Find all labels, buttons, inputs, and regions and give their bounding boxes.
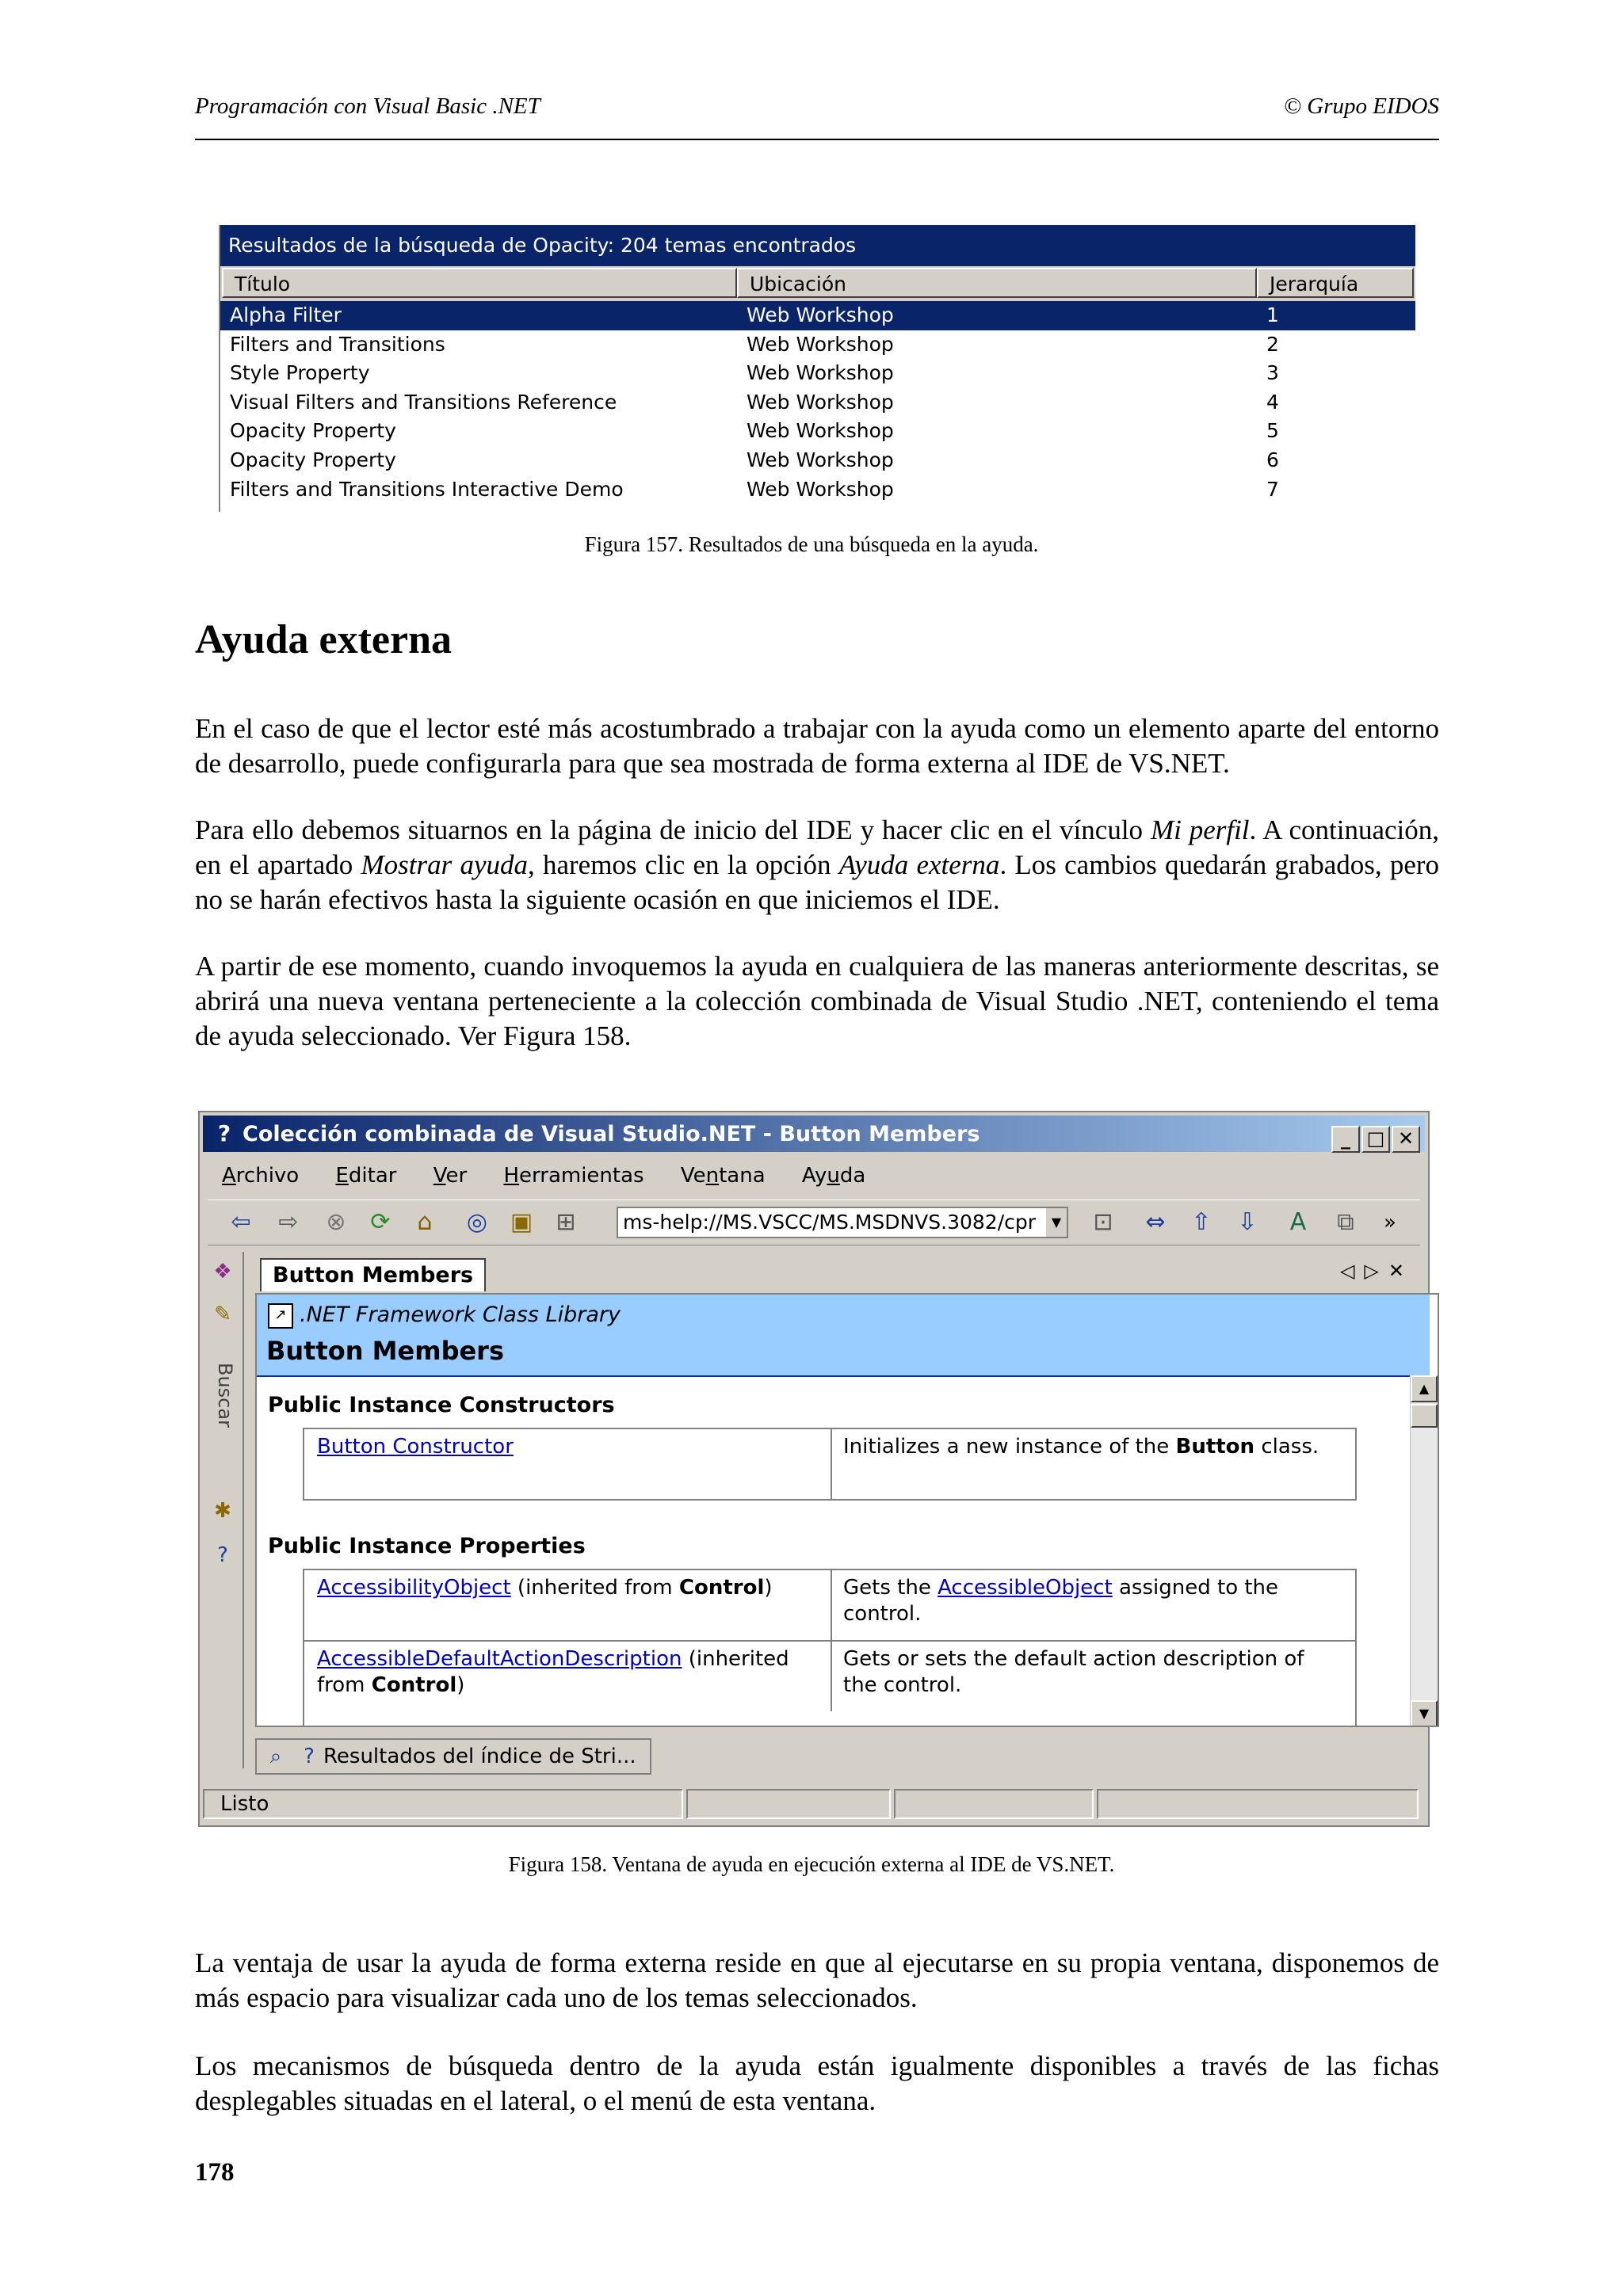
results-column-headers [220,266,1415,301]
menu-access-key: n [705,1164,720,1188]
table-row [304,1570,1355,1642]
result-rank: 1 [1266,303,1279,326]
result-location: Web Workshop [747,390,894,414]
tab-close-icon[interactable]: ✕ [1388,1260,1414,1282]
accessible-default-action-link[interactable]: AccessibleDefaultActionDescription [317,1647,682,1671]
minimize-button[interactable]: _ [1331,1126,1360,1153]
window-title: Colección combinada de Visual Studio.NET - Button Members [242,1122,980,1146]
inherited-text: (inherited from [317,1647,789,1697]
properties-heading: Public Instance Properties [268,1534,586,1558]
url-text: ms-help://MS.VSCC/MS.MSDNVS.3082/cpr [623,1211,1037,1234]
member-description-cell [843,1575,1342,1627]
table-row [304,1429,1355,1499]
library-title: .NET Framework Class Library [300,1302,621,1327]
menu-ayuda[interactable]: Ayuda [801,1164,866,1188]
url-address-field[interactable] [617,1207,1068,1238]
result-rank: 6 [1266,448,1279,471]
member-name-cell [317,1575,808,1601]
description-text: Initializes a new instance of the [843,1435,1176,1459]
result-row[interactable] [220,446,1415,475]
menu-access-key: H [503,1164,520,1188]
constructors-table [303,1428,1357,1501]
result-location: Web Workshop [747,419,894,443]
dynamic-help-icon[interactable]: ? [217,1543,228,1567]
search-results-title: Resultados de la búsqueda de Opacity: 204 temas encontrados [220,225,1415,266]
result-rank: 7 [1266,477,1279,501]
index-results-label: Resultados del índice de Stri... [323,1745,636,1768]
member-name-cell [317,1646,808,1699]
result-title: Style Property [230,361,370,385]
description-text: assigned to the control. [843,1576,1279,1626]
status-pane [686,1789,891,1819]
table-divider [831,1642,832,1711]
result-rank: 3 [1266,361,1279,385]
menu-access-key: V [433,1164,446,1188]
results-list [220,301,1415,504]
search-results-figure [219,225,1415,512]
font-size-icon[interactable]: A [1289,1208,1307,1236]
result-row[interactable] [220,330,1415,360]
topic-title: Button Members [266,1336,504,1366]
result-title: Visual Filters and Transitions Reference [230,390,617,414]
result-location: Web Workshop [747,303,894,326]
tab-scroll-right-icon[interactable]: ▷ [1364,1260,1388,1282]
favorites-folder-icon[interactable]: ▣ [510,1208,533,1236]
running-header-title: Programación con Visual Basic .NET [195,93,540,119]
paragraph-2-text: . Los cambios quedarán grabados, pero no se harán efectivos hasta la siguiente ocasión en que iniciemos el IDE. [195,849,1440,915]
contents-book-icon[interactable]: ❖ [213,1260,232,1283]
paragraph-1: En el caso de que el lector esté más acostumbrado a trabajar con la ayuda como un elemento aparte del entorno de desarrollo, puede configurarla para que sea mostrada de forma externa al IDE de VS.NET. [195,713,1439,779]
close-button[interactable]: ✕ [1392,1126,1420,1153]
status-text: Listo [203,1789,683,1819]
result-location: Web Workshop [747,332,894,356]
menu-access-key: A [222,1164,236,1188]
sync-arrow-icon[interactable]: ↗ [268,1303,293,1329]
column-header-title[interactable]: Título [222,268,737,298]
control-bold: Control [371,1673,457,1697]
forward-arrow-icon[interactable]: ⇨ [278,1208,299,1236]
refresh-icon[interactable]: ⟳ [370,1208,391,1236]
result-rank: 4 [1266,390,1279,414]
table-divider [831,1570,832,1640]
menu-ventana[interactable]: Ventana [680,1164,766,1188]
table-row [304,1642,1355,1711]
scroll-thumb[interactable] [1411,1404,1438,1428]
back-arrow-icon[interactable]: ⇦ [231,1208,251,1236]
description-bold: Button [1175,1435,1255,1459]
emphasis-mi-perfil: Mi perfil [1150,814,1250,845]
column-header-location[interactable]: Ubicación [737,268,1257,298]
constructors-heading: Public Instance Constructors [268,1393,615,1417]
search-globe-icon[interactable]: ◎ [466,1208,488,1236]
tab-controls [1340,1260,1414,1282]
member-description-cell: Gets or sets the default action description of the control. [843,1647,1304,1697]
stop-icon[interactable]: ⊗ [326,1208,346,1236]
menu-herramientas[interactable]: Herramientas [503,1164,644,1188]
index-results-icon: ⌕ [269,1745,282,1768]
favorites-icon[interactable]: ✱ [214,1499,231,1523]
menu-archivo[interactable]: Archivo [222,1164,300,1188]
search-tab-label[interactable]: Buscar [214,1363,236,1428]
paragraph-2-text: , haremos clic en la opción [527,849,839,880]
help-question-icon: ? [217,1120,231,1146]
accessible-object-link[interactable]: AccessibleObject [938,1576,1113,1600]
page-number: 178 [195,2158,235,2187]
tab-scroll-left-icon[interactable]: ◁ [1339,1260,1365,1282]
topic-banner [257,1295,1430,1377]
menu-access-key: u [827,1164,840,1188]
menu-ver[interactable]: Ver [433,1164,468,1188]
paragraph-3: A partir de ese momento, cuando invoquemos la ayuda en cualquiera de las maneras anteriormente descritas, se abrirá una nueva ventana perteneciente a la colección combinada de Visual Studio .NET, conteniendo el tema de ayuda seleccionado. Ver Figura 158. [195,951,1439,1051]
window-controls [1330,1120,1420,1157]
section-title: Ayuda externa [195,617,453,662]
status-bar [203,1786,1425,1822]
new-window-icon[interactable]: ⊡ [1093,1208,1113,1236]
accessibility-object-link[interactable]: AccessibilityObject [317,1576,511,1600]
paragraph-2 [195,813,1439,917]
properties-table [303,1569,1357,1727]
vertical-scrollbar[interactable] [1410,1375,1438,1727]
menu-editar[interactable]: Editar [335,1164,397,1188]
sync-contents-icon[interactable]: ⇔ [1145,1208,1166,1236]
result-row[interactable] [220,475,1415,505]
url-dropdown-icon[interactable]: ▼ [1046,1208,1067,1237]
result-location: Web Workshop [747,361,894,385]
help-window [198,1111,1430,1827]
index-results-tab[interactable] [255,1738,651,1775]
member-name-cell [317,1434,808,1460]
inherited-text: ) [456,1673,465,1697]
result-row[interactable] [220,417,1415,446]
toolbar-overflow-icon[interactable]: » [1384,1211,1396,1234]
description-text: class. [1254,1435,1319,1459]
toolbar [208,1199,1420,1245]
paragraph-2-text: . A continuación, en el apartado [195,814,1439,880]
figure-157-caption: Figura 157. Resultados de una búsqueda en la ayuda. [584,532,1039,556]
figure-158-caption: Figura 158. Ventana de ayuda en ejecución externa al IDE de VS.NET. [508,1852,1115,1876]
index-icon[interactable]: ✎ [214,1302,231,1326]
column-header-hierarchy[interactable]: Jerarquía [1257,268,1414,298]
button-constructor-link[interactable]: Button Constructor [317,1435,514,1459]
home-icon[interactable]: ⌂ [417,1208,433,1236]
result-location: Web Workshop [747,477,894,501]
status-pane [894,1789,1094,1819]
result-title: Opacity Property [230,448,396,471]
result-rank: 5 [1266,419,1279,443]
library-name [268,1302,621,1329]
running-header-publisher: © Grupo EIDOS [1283,93,1439,119]
emphasis-mostrar-ayuda: Mostrar ayuda [361,849,528,880]
paragraph-4: La ventaja de usar la ayuda de forma externa reside en que al ejecutarse en su propia ventana, disponemos de más espacio para visualizar cada uno de los temas seleccionados. [195,1947,1439,2013]
result-row[interactable] [220,301,1415,330]
document-tabstrip [252,1255,1417,1291]
search-results-icon: ? [304,1745,315,1768]
result-title: Filters and Transitions [230,332,445,356]
scroll-up-icon[interactable]: ▲ [1411,1375,1438,1402]
paragraph-2-text: Para ello debemos situarnos en la página de inicio del IDE y hacer clic en el vínculo [195,814,1151,845]
copy-icon[interactable]: ⧉ [1337,1208,1354,1236]
result-title: Filters and Transitions Interactive Demo [230,477,624,501]
result-rank: 2 [1266,332,1279,356]
previous-topic-icon[interactable]: ⇧ [1191,1208,1212,1236]
status-pane [1097,1789,1419,1819]
header-rule [195,139,1439,140]
next-topic-icon[interactable]: ⇩ [1237,1208,1258,1236]
result-title: Opacity Property [230,419,396,443]
member-description-cell [843,1434,1342,1460]
table-divider [831,1429,832,1499]
menu-access-key: E [335,1164,349,1188]
description-text: Gets the [843,1576,938,1600]
maximize-button[interactable]: □ [1361,1126,1390,1153]
menu-bar [208,1160,881,1192]
result-row[interactable] [220,359,1415,388]
help-content-pane [255,1293,1439,1727]
inherited-text: ) [764,1576,773,1600]
window-titlebar[interactable] [203,1116,1425,1152]
result-location: Web Workshop [747,448,894,471]
scroll-down-icon[interactable]: ▼ [1411,1700,1438,1727]
emphasis-ayuda-externa: Ayuda externa [838,849,1000,880]
add-favorite-icon[interactable]: ⊞ [556,1208,576,1236]
side-panel-strip [203,1252,244,1768]
tab-button-members[interactable]: Button Members [260,1258,486,1291]
control-bold: Control [678,1576,765,1600]
result-row[interactable] [220,388,1415,418]
paragraph-5: Los mecanismos de búsqueda dentro de la ayuda están igualmente disponibles a través de las fichas desplegables situadas en el lateral, o el menú de esta ventana. [195,2050,1439,2116]
inherited-text: (inherited from [510,1576,679,1600]
result-title: Alpha Filter [230,303,342,326]
